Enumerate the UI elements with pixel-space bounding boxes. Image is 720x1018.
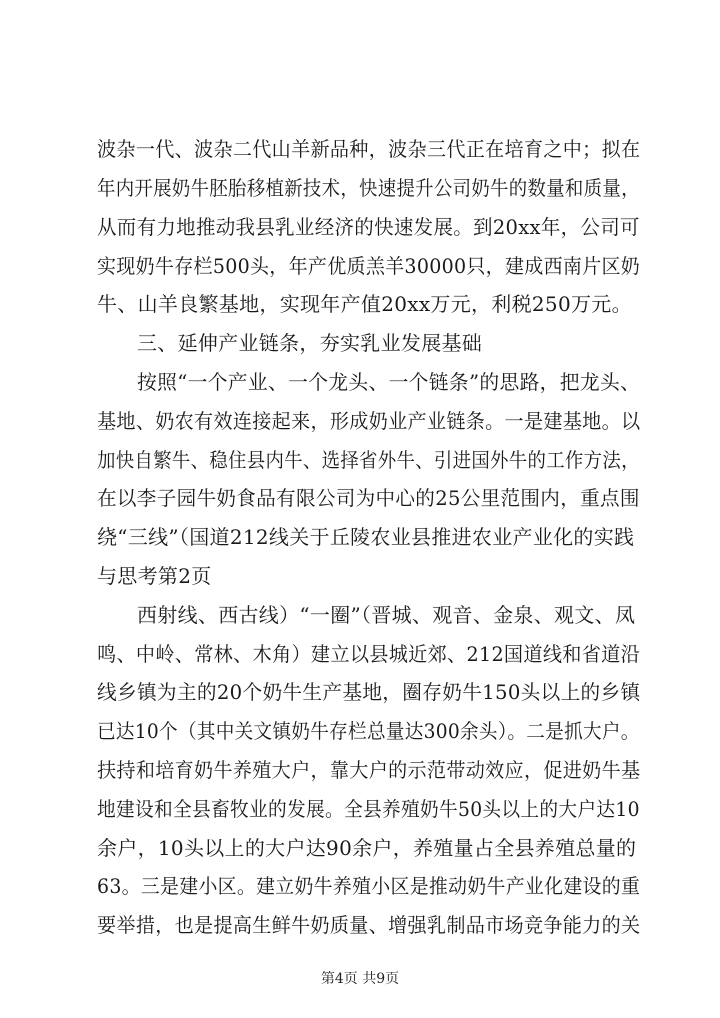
text-line: 要举措，也是提高生鲜牛奶质量、增强乳制品市场竞争能力的关 xyxy=(97,913,641,937)
text-line: 与思考第2页 xyxy=(97,564,212,588)
text-line: 从而有力地推动我县乳业经济的快速发展。到20xx年，公司可 xyxy=(97,215,640,239)
text-line: 63。三是建小区。建立奶牛养殖小区是推动奶牛产业化建设的重 xyxy=(97,874,641,898)
text-line: 西射线、西古线）“一圈”（晋城、观音、金泉、观文、凤 xyxy=(137,603,636,627)
text-line: 牛、山羊良繁基地，实现年产值20xx万元，利税250万元。 xyxy=(97,292,632,316)
text-line: 绕“三线”（国道212线关于丘陵农业县推进农业产业化的实践 xyxy=(97,525,635,549)
text-line: 余户，10头以上的大户达90余户，养殖量占全县养殖总量的 xyxy=(97,836,637,860)
text-line: 鸣、中岭、常林、木角）建立以县城近郊、212国道线和省道沿 xyxy=(97,642,641,666)
text-line: 波杂一代、波杂二代山羊新品种，波杂三代正在培育之中；拟在 xyxy=(97,137,641,161)
section-heading: 三、延伸产业链条，夯实乳业发展基础 xyxy=(137,331,483,355)
text-line: 按照“一个产业、一个龙头、一个链条”的思路，把龙头、 xyxy=(137,370,641,394)
text-line: 加快自繁牛、稳住县内牛、选择省外牛、引进国外牛的工作方法， xyxy=(97,448,640,472)
text-line: 实现奶牛存栏500头，年产优质羔羊30000只，建成西南片区奶 xyxy=(97,254,641,278)
text-line: 线乡镇为主的20个奶牛生产基地，圈存奶牛150头以上的乡镇 xyxy=(97,680,641,704)
page-footer: 第4页 共9页 xyxy=(320,971,400,987)
text-line: 地建设和全县畜牧业的发展。全县养殖奶牛50头以上的大户达10 xyxy=(97,797,640,821)
text-line: 在以李子园牛奶食品有限公司为中心的25公里范围内，重点围 xyxy=(97,486,640,510)
text-line: 已达10个（其中关文镇奶牛存栏总量达300余头）。二是抓大户。 xyxy=(97,719,640,743)
text-line: 扶持和培育奶牛养殖大户，靠大户的示范带动效应，促进奶牛基 xyxy=(97,758,641,782)
text-line: 年内开展奶牛胚胎移植新技术，快速提升公司奶牛的数量和质量， xyxy=(97,176,640,200)
text-line: 基地、奶农有效连接起来，形成奶业产业链条。一是建基地。以 xyxy=(97,409,641,433)
